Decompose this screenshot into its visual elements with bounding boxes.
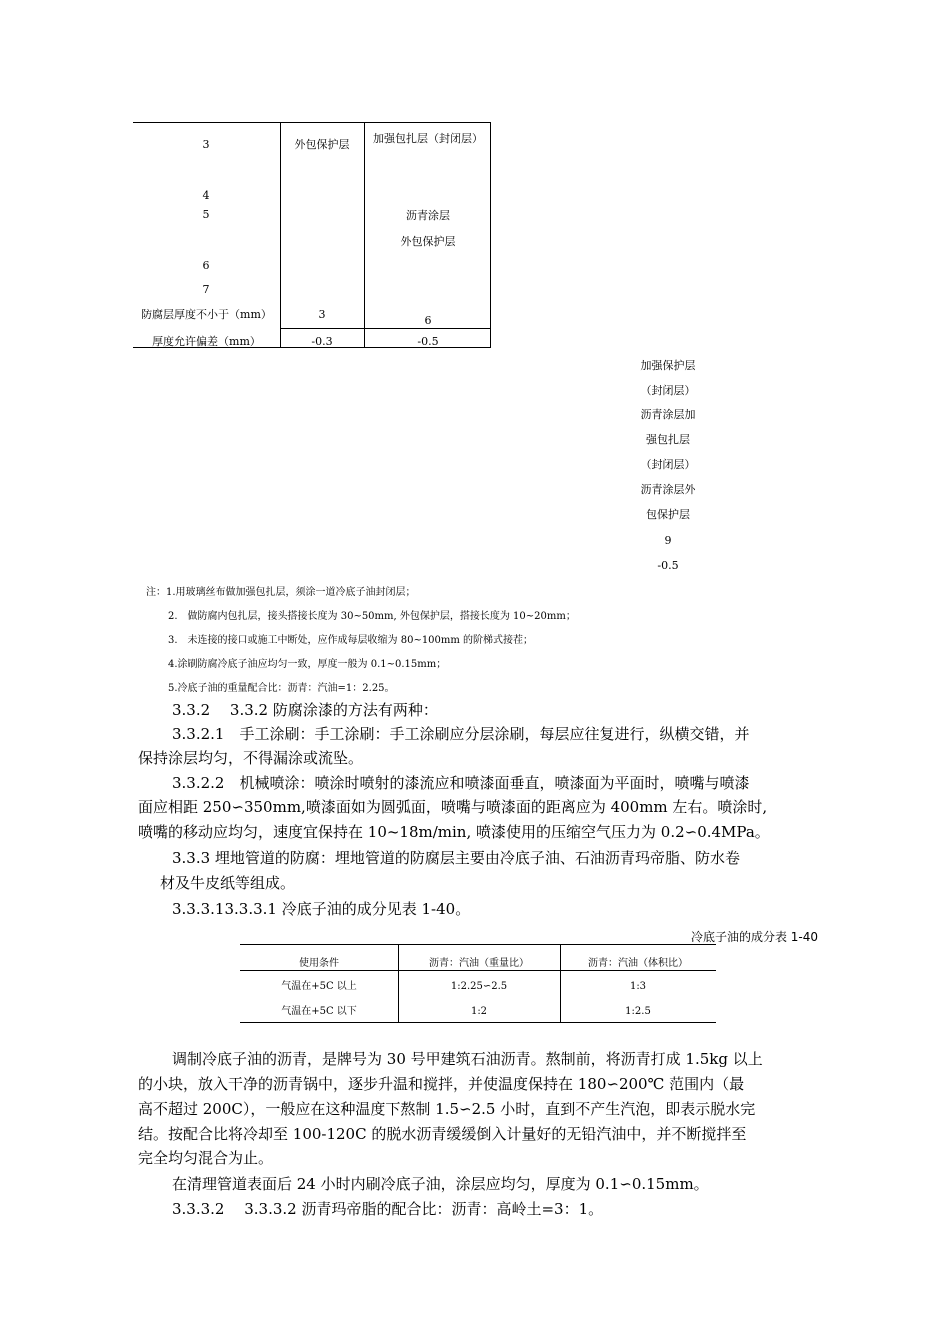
table2-caption: 冷底子油的成分表 1-40 [690,930,818,944]
table1-inner-line [280,328,490,329]
table2-header: 沥青：汽油（体积比） [588,958,688,969]
note-item: 3. 未连接的接口或施工中断处，应作成每层收缩为 80~100mm 的阶梯式接茬； [168,635,534,646]
paragraph-line: 调制冷底子油的沥青，是牌号为 30 号甲建筑石油沥青。熬制前，将沥青打成 1.5kg 以上 [172,1050,763,1068]
table1-divider-1 [280,122,281,348]
table2-cell: 气温在+5C 以上 [281,981,357,992]
note-item: 注：1.用玻璃丝布做加强包扎层，须涂一道冷底子油封闭层； [146,587,416,598]
paragraph-line: 喷嘴的移动应均匀，速度宜保持在 10~18m/min, 喷漆使用的压缩空气压力为 0.2∽0.4MPa。 [138,823,770,841]
paragraph-line: 面应相距 250∽350mm,喷漆面如为圆弧面，喷嘴与喷漆面的距离应为 400mm 左右。喷涂时, [138,798,768,816]
table1-row-num: 4 [202,189,210,202]
paragraph-line: 结。按配合比将冷却至 100-120C 的脱水沥青缓缓倒入计量好的无铅汽油中，并不断搅拌至 [138,1125,747,1143]
paragraph-line: 高不超过 200C），一般应在这种温度下熬制 1.5∽2.5 小时，直到不产生汽泡，即表示脱水完 [138,1100,756,1118]
table2-bottom-border [240,1022,716,1023]
table2-header-border [240,970,716,971]
note-item: 2. 做防腐内包扎层，接头搭接长度为 30~50mm, 外包保护层，搭接长度为 10~20mm； [168,611,576,622]
section-heading: 3.3.2 3.3.2 防腐涂漆的方法有两种： [172,701,438,719]
right-column-text: -0.5 [657,559,679,572]
table1-cell: 外包保护层 [294,138,350,151]
table1-row-num: 3 [202,138,210,151]
right-column-text: （封闭层） [640,384,696,397]
table1-row-num: 5 [202,208,210,221]
right-column-text: 沥青涂层外 [640,483,696,496]
paragraph-line: 3.3.2.2 机械喷涂：喷涂时喷射的漆流应和喷漆面垂直，喷漆面为平面时，喷嘴与喷漆 [172,774,750,792]
note-item: 4.涂刷防腐冷底子油应均匀一致，厚度一般为 0.1~0.15mm； [168,659,447,670]
table2-header: 使用条件 [299,958,339,969]
paragraph-line: 保持涂层均匀，不得漏涂或流坠。 [138,749,364,767]
table1-row-num: 6 [202,259,210,272]
table1-row-num: 7 [202,283,210,296]
table2-header: 沥青：汽油（重量比） [429,958,529,969]
paragraph-line: 3.3.3.2 3.3.3.2 沥青玛帝脂的配合比：沥青：高岭土=3：1。 [172,1200,604,1218]
right-column-text: 加强保护层 [640,359,696,372]
paragraph-line: 在清理管道表面后 24 小时内刷冷底子油，涂层应均匀，厚度为 0.1∽0.15mm。 [172,1175,709,1193]
table1-thickness-value: 3 [318,308,326,321]
table2-cell: 1:3 [629,981,647,992]
table1-top-border [133,122,491,123]
table1-cell: 外包保护层 [400,235,456,248]
table1-cell: 沥青涂层 [406,209,450,222]
table2-top-border [240,944,716,945]
table1-divider-2 [364,122,365,348]
table2-cell: 气温在+5C 以下 [281,1006,357,1017]
table1-cell: 加强包扎层（封闭层） [373,132,483,145]
paragraph-line: 完全均匀混合为止。 [138,1149,274,1167]
table1-tolerance-value: -0.5 [417,335,439,348]
paragraph-line: 材及牛皮纸等组成。 [160,874,296,892]
right-column-text: 9 [664,534,672,547]
paragraph-line: 的小块，放入干净的沥青锅中，逐步升温和搅拌，并使温度保持在 180∽200℃ 范围内（最 [138,1075,745,1093]
table1-tolerance-value: -0.3 [311,335,333,348]
table1-thickness-value: 6 [424,314,432,327]
paragraph-line: 3.3.3 埋地管道的防腐：埋地管道的防腐层主要由冷底子油、石油沥青玛帝脂、防水卷 [172,849,740,867]
table2-cell: 1:2 [470,1006,488,1017]
note-item: 5.冷底子油的重量配合比：沥青：汽油=1：2.25。 [168,683,395,694]
paragraph-line: 3.3.3.13.3.3.1 冷底子油的成分见表 1-40。 [172,900,471,918]
right-column-text: （封闭层） [640,458,696,471]
right-column-text: 沥青涂层加 [640,408,696,421]
table1-tolerance-label: 厚度允许偏差（mm） [152,335,261,348]
paragraph-line: 3.3.2.1 手工涂刷：手工涂刷：手工涂刷应分层涂刷，每层应往复进行，纵横交错，并 [172,725,750,743]
table2-cell: 1:2.5 [625,1006,651,1017]
right-column-text: 包保护层 [646,508,690,521]
right-column-text: 强包扎层 [646,433,690,446]
table1-thickness-label: 防腐层厚度不小于（mm） [141,308,272,321]
table2-cell: 1:2.25∽2.5 [450,981,508,992]
table1-right-border [490,122,491,348]
